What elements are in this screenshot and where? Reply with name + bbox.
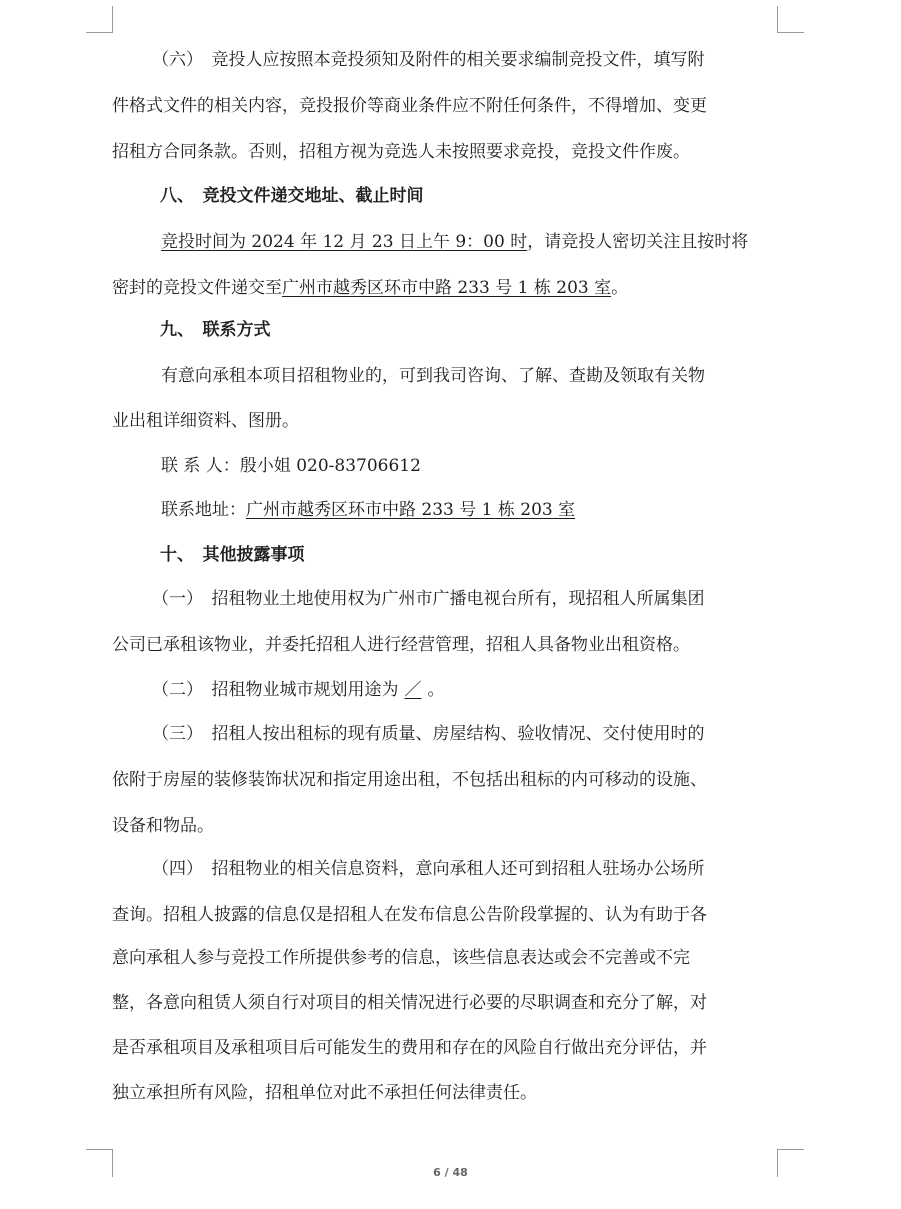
item-10-4-line-2: 查询。招租人披露的信息仅是招租人在发布信息公告阶段掌握的、认为有助于各 <box>112 905 707 925</box>
item-10-4-line-4: 整，各意向租赁人须自行对项目的相关情况进行必要的尽职调查和充分了解，对 <box>112 993 707 1013</box>
submit-address: 广州市越秀区环市中路 233 号 1 栋 203 室 <box>282 278 612 298</box>
contact-address-line <box>161 498 826 522</box>
crop-mark-bottom-right-h <box>777 1149 804 1150</box>
item-6-line-3: 招租方合同条款。否则，招租方视为竞选人未按照要求竞投，竞投文件作废。 <box>112 142 690 162</box>
item-10-2-line <box>152 678 817 702</box>
section-9-line-2: 业出租详细资料、图册。 <box>112 411 299 431</box>
item-10-4-line-1: （四） 招租物业的相关信息资料，意向承租人还可到招租人驻场办公场所 <box>152 859 705 879</box>
section-8-line-2 <box>112 276 777 300</box>
item-10-1-line-1: （一） 招租物业土地使用权为广州市广播电视台所有，现招租人所属集团 <box>152 589 705 609</box>
item-10-3-line-2: 依附于房屋的装修装饰状况和指定用途出租，不包括出租标的内可移动的设施、 <box>112 770 707 790</box>
item-10-4-line-3: 意向承租人参与竞投工作所提供参考的信息，该些信息表达或会不完善或不完 <box>112 948 690 968</box>
item-6-line-1: （六） 竞投人应按照本竞投须知及附件的相关要求编制竞投文件，填写附 <box>152 50 705 70</box>
item-10-4-line-6: 独立承担所有风险，招租单位对此不承担任何法律责任。 <box>112 1083 537 1103</box>
crop-mark-top-right-h <box>777 32 804 33</box>
submit-prefix: 密封的竞投文件递交至 <box>112 278 282 298</box>
section-10-heading: 十、 其他披露事项 <box>160 545 305 565</box>
page-number: 6 / 48 <box>433 1166 468 1179</box>
contact-address-value: 广州市越秀区环市中路 233 号 1 栋 203 室 <box>246 500 576 520</box>
item-10-3-line-1: （三） 招租人按出租标的现有质量、房屋结构、验收情况、交付使用时的 <box>152 724 705 744</box>
item-10-3-line-3: 设备和物品。 <box>112 816 214 836</box>
item-10-1-line-2: 公司已承租该物业，并委托招租人进行经营管理，招租人具备物业出租资格。 <box>112 635 690 655</box>
item-10-4-line-5: 是否承租项目及承租项目后可能发生的费用和存在的风险自行做出充分评估，并 <box>112 1038 707 1058</box>
item-10-2-prefix: （二） 招租物业城市规划用途为 <box>152 680 399 700</box>
contact-address-label: 联系地址： <box>161 500 246 520</box>
crop-mark-top-left-h <box>86 32 113 33</box>
submit-suffix: 。 <box>611 278 629 298</box>
bid-time: 竞投时间为 2024 年 12 月 23 日上午 9：00 时 <box>161 232 528 252</box>
crop-mark-top-left-v <box>112 6 113 32</box>
section-8-line-1 <box>161 230 826 254</box>
item-10-2-value: ／ <box>404 680 422 700</box>
bid-time-tail: ，请竞投人密切关注且按时将 <box>527 232 749 252</box>
crop-mark-top-right-v <box>777 6 778 32</box>
section-9-line-1: 有意向承租本项目招租物业的，可到我司咨询、了解、查勘及领取有关物 <box>161 366 705 386</box>
contact-person-label: 联 系 人： <box>161 456 240 476</box>
item-6-line-2: 件格式文件的相关内容，竞投报价等商业条件应不附任何条件，不得增加、变更 <box>112 96 707 116</box>
section-8-heading: 八、 竞投文件递交地址、截止时间 <box>160 186 424 206</box>
section-9-heading: 九、 联系方式 <box>160 320 271 340</box>
item-10-2-suffix: 。 <box>427 680 445 700</box>
crop-mark-bottom-left-h <box>86 1149 113 1150</box>
contact-person-line <box>161 454 826 478</box>
contact-person-value: 殷小姐 020-83706612 <box>239 456 421 476</box>
